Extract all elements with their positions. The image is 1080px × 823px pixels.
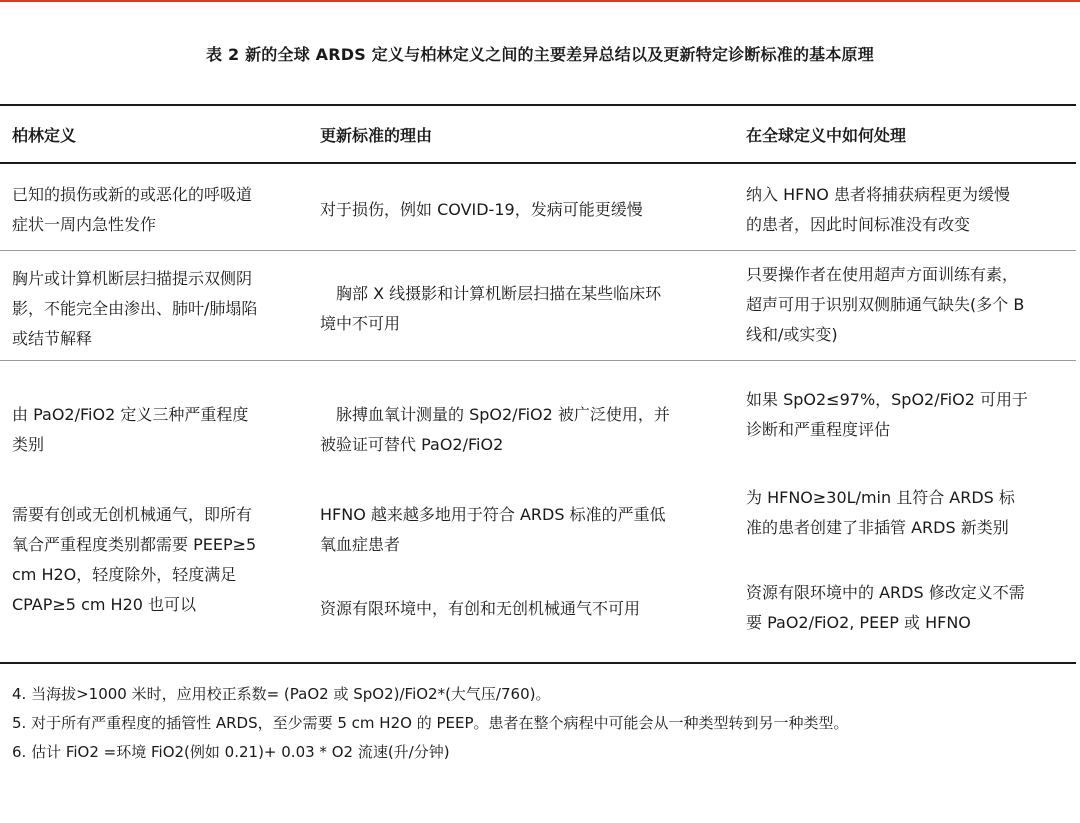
row2-reason-line: 境中不可用 [320, 314, 401, 333]
row2-berlin-line: 影，不能完全由渗出、肺叶/肺塌陷 [12, 299, 258, 318]
row3-berlin-line: 类别 [12, 435, 45, 454]
row3-reason-line: 被验证可替代 PaO2/FiO2 [320, 435, 504, 454]
row1-reason-line: 对于损伤，例如 COVID-19，发病可能更缓慢 [320, 200, 643, 219]
row1-handling-line: 的患者，因此时间标准没有改变 [746, 215, 971, 234]
row4-reason-a-line: 氧血症患者 [320, 535, 401, 554]
row2-berlin [12, 264, 302, 354]
row4-handling-a-line: 准的患者创建了非插管 ARDS 新类别 [746, 518, 1009, 537]
row3-berlin [12, 400, 302, 460]
table-title: 表 2 新的全球 ARDS 定义与柏林定义之间的主要差异总结以及更新特定诊断标准的基本原理 [206, 45, 874, 64]
row2-berlin-line: 胸片或计算机断层扫描提示双侧阴 [12, 269, 253, 288]
footnote: 4. 当海拔>1000 米时，应用校正系数= (PaO2 或 SpO2)/FiO2*(大气压/760)。 [12, 685, 551, 703]
row2-reason-line: 胸部 X 线摄影和计算机断层扫描在某些临床环 [320, 284, 662, 303]
row1-handling [746, 180, 1072, 240]
row4-berlin-line: 需要有创或无创机械通气，即所有 [12, 505, 253, 524]
row4-reason-b-line: 资源有限环境中，有创和无创机械通气不可用 [320, 599, 641, 618]
row4-handling-a-line: 为 HFNO≥30L/min 且符合 ARDS 标 [746, 488, 1015, 507]
header-handling: 在全球定义中如何处理 [746, 126, 907, 145]
footnotes [12, 680, 1072, 767]
footnote: 6. 估计 FiO2 =环境 FiO2(例如 0.21)+ 0.03 * O2 流速(升/分钟) [12, 743, 450, 761]
table-top-rule [0, 104, 1076, 106]
row4-reason-a [320, 500, 730, 560]
row2-handling [746, 260, 1072, 350]
row2-reason [320, 279, 730, 339]
row1-berlin-line: 已知的损伤或新的或恶化的呼吸道 [12, 185, 253, 204]
header-berlin: 柏林定义 [12, 126, 77, 145]
row2-handling-line: 超声可用于识别双侧肺通气缺失(多个 B [746, 295, 1025, 314]
row3-handling-line: 如果 SpO2≤97%，SpO2/FiO2 可用于 [746, 390, 1028, 409]
row4-berlin [12, 500, 302, 620]
footnote: 5. 对于所有严重程度的插管性 ARDS，至少需要 5 cm H2O 的 PEEP。患者在整个病程中可能会从一种类型转到另一种类型。 [12, 714, 849, 732]
row4-reason-b [320, 594, 730, 624]
row3-handling [746, 385, 1072, 445]
row4-handling-b-line: 资源有限环境中的 ARDS 修改定义不需 [746, 583, 1025, 602]
top-red-rule [0, 0, 1080, 2]
row2-berlin-line: 或结节解释 [12, 329, 93, 348]
row4-reason-a-line: HFNO 越来越多地用于符合 ARDS 标准的严重低 [320, 505, 666, 524]
header-reason: 更新标准的理由 [320, 126, 433, 145]
row2-handling-line: 线和/或实变) [746, 325, 838, 344]
header-bottom-rule [0, 162, 1076, 164]
table-bottom-rule [0, 662, 1076, 664]
row-divider [0, 250, 1076, 251]
row3-reason-line: 脉搏血氧计测量的 SpO2/FiO2 被广泛使用，并 [320, 405, 670, 424]
row-divider [0, 360, 1076, 361]
row2-handling-line: 只要操作者在使用超声方面训练有素， [746, 265, 1019, 284]
row1-berlin-line: 症状一周内急性发作 [12, 215, 157, 234]
row4-handling-a [746, 483, 1072, 543]
row1-reason [320, 195, 730, 225]
row4-handling-b-line: 要 PaO2/FiO2, PEEP 或 HFNO [746, 613, 971, 632]
row1-berlin [12, 180, 302, 240]
row4-berlin-line: cm H2O，轻度除外，轻度满足 [12, 565, 237, 584]
row3-berlin-line: 由 PaO2/FiO2 定义三种严重程度 [12, 405, 249, 424]
row4-berlin-line: 氧合严重程度类别都需要 PEEP≥5 [12, 535, 257, 554]
row3-handling-line: 诊断和严重程度评估 [746, 420, 891, 439]
row1-handling-line: 纳入 HFNO 患者将捕获病程更为缓慢 [746, 185, 1010, 204]
row3-reason [320, 400, 730, 460]
row4-berlin-line: CPAP≥5 cm H20 也可以 [12, 595, 197, 614]
row4-handling-b [746, 578, 1072, 638]
